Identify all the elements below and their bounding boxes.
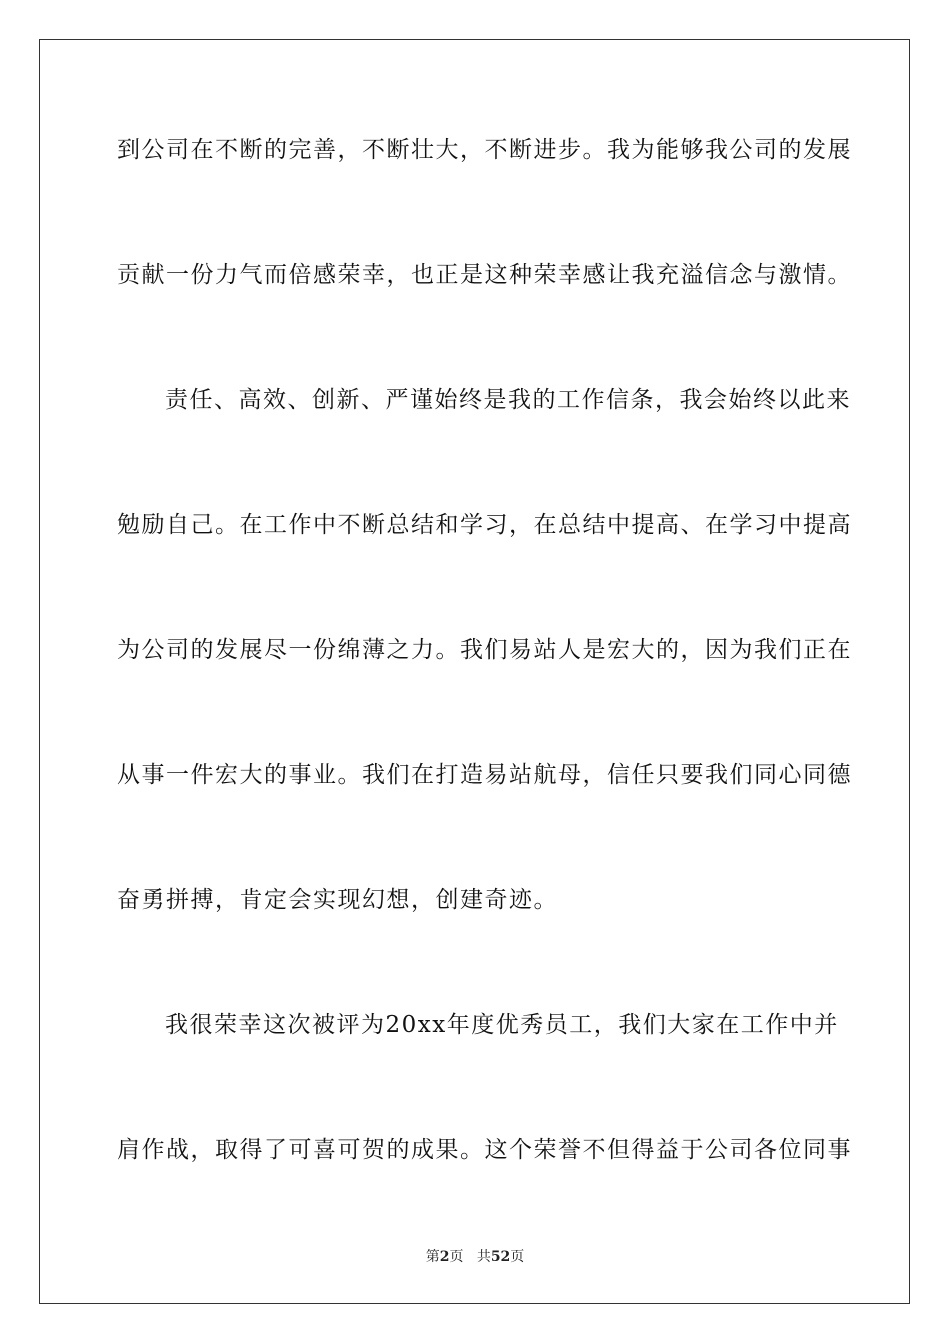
page-footer bbox=[0, 1248, 950, 1266]
body-line-2: 贡献一份力气而倍感荣幸，也正是这种荣幸感让我充溢信念与激情。 bbox=[117, 262, 852, 288]
body-line-8: 我很荣幸这次被评为20xx年度优秀员工，我们大家在工作中并 bbox=[165, 1012, 839, 1038]
page-number: 2 bbox=[439, 1249, 450, 1265]
total-label-prefix: 共 bbox=[476, 1249, 491, 1265]
body-line-1: 到公司在不断的完善，不断壮大，不断进步。我为能够我公司的发展 bbox=[117, 137, 852, 163]
body-line-7: 奋勇拼搏，肯定会实现幻想，创建奇迹。 bbox=[117, 887, 558, 913]
body-line-9: 肩作战，取得了可喜可贺的成果。这个荣誉不但得益于公司各位同事 bbox=[117, 1137, 852, 1163]
body-line-3: 责任、高效、创新、严谨始终是我的工作信条，我会始终以此来 bbox=[165, 387, 851, 413]
page-label-prefix: 第 bbox=[425, 1249, 440, 1265]
page-border bbox=[39, 39, 910, 1304]
page-label-suffix: 页 bbox=[449, 1249, 464, 1265]
total-pages: 52 bbox=[490, 1249, 511, 1265]
body-line-4: 勉励自己。在工作中不断总结和学习，在总结中提高、在学习中提高 bbox=[117, 512, 852, 538]
body-line-6: 从事一件宏大的事业。我们在打造易站航母，信任只要我们同心同德 bbox=[117, 762, 852, 788]
body-line-5: 为公司的发展尽一份绵薄之力。我们易站人是宏大的，因为我们正在 bbox=[117, 637, 852, 663]
total-label-suffix: 页 bbox=[510, 1249, 525, 1265]
